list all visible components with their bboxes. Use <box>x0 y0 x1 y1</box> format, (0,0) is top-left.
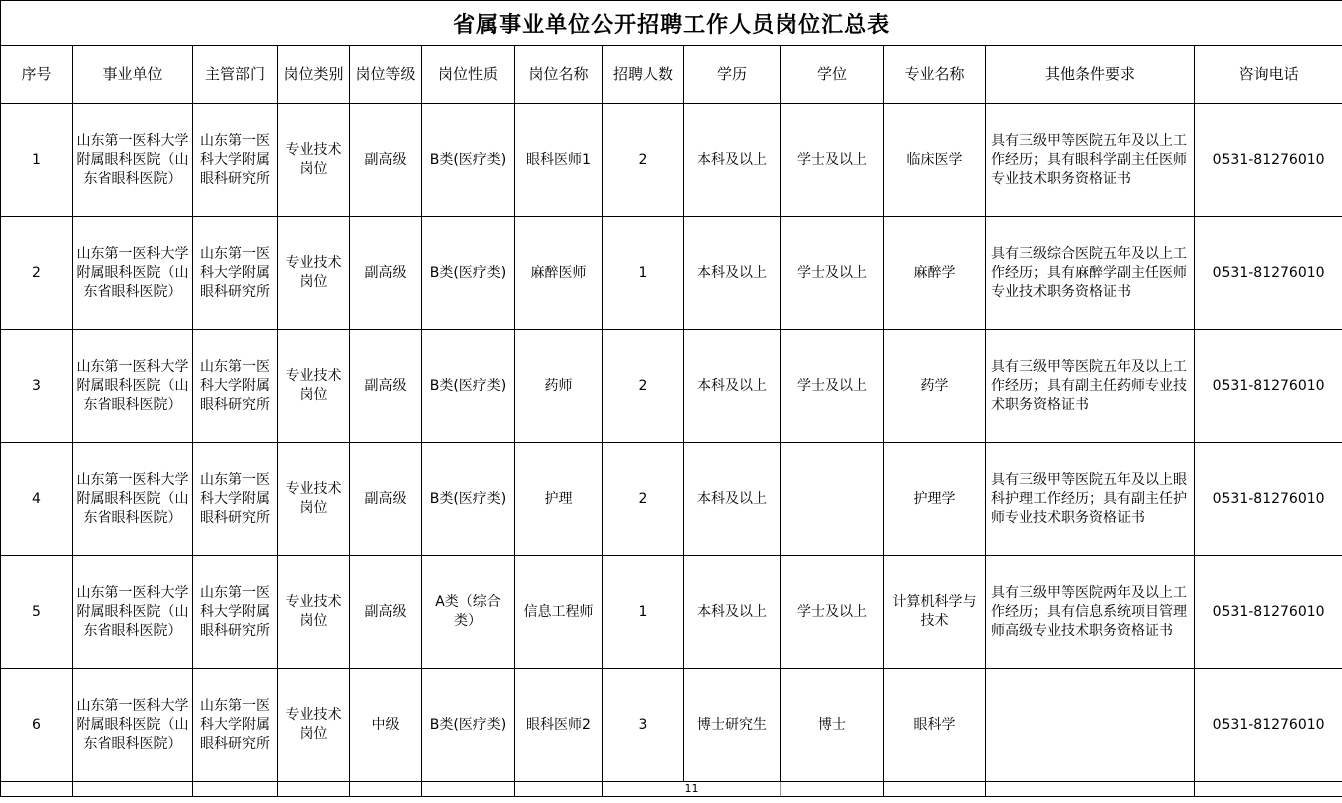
cell-seq: 4 <box>1 443 73 556</box>
cell-unit: 山东第一医科大学附属眼科医院（山东省眼科医院） <box>73 330 193 443</box>
table-row <box>1 669 1342 782</box>
cell-dept: 山东第一医科大学附属眼科研究所 <box>193 443 278 556</box>
table-title: 省属事业单位公开招聘工作人员岗位汇总表 <box>1 1 1342 46</box>
cell-level: 副高级 <box>350 330 422 443</box>
cell-dept: 山东第一医科大学附属眼科研究所 <box>193 217 278 330</box>
cell-name: 药师 <box>515 330 603 443</box>
header-dept: 主管部门 <box>193 46 278 104</box>
footer-cell <box>350 782 422 797</box>
cell-level: 副高级 <box>350 443 422 556</box>
header-major: 专业名称 <box>884 46 986 104</box>
cell-level: 副高级 <box>350 104 422 217</box>
cell-phone: 0531-81276010 <box>1195 443 1342 556</box>
cell-phone: 0531-81276010 <box>1195 556 1342 669</box>
cell-unit: 山东第一医科大学附属眼科医院（山东省眼科医院） <box>73 669 193 782</box>
header-unit: 事业单位 <box>73 46 193 104</box>
cell-other: 具有三级甲等医院五年及以上工作经历；具有副主任药师专业技术职务资格证书 <box>986 330 1195 443</box>
cell-degree: 学士及以上 <box>781 104 884 217</box>
header-other: 其他条件要求 <box>986 46 1195 104</box>
header-seq: 序号 <box>1 46 73 104</box>
cell-major: 临床医学 <box>884 104 986 217</box>
cell-phone: 0531-81276010 <box>1195 104 1342 217</box>
cell-unit: 山东第一医科大学附属眼科医院（山东省眼科医院） <box>73 556 193 669</box>
footer-cell <box>986 782 1195 797</box>
cell-degree: 学士及以上 <box>781 217 884 330</box>
cell-degree: 博士 <box>781 669 884 782</box>
cell-edu: 本科及以上 <box>684 443 781 556</box>
cell-major: 麻醉学 <box>884 217 986 330</box>
cell-name: 麻醉医师 <box>515 217 603 330</box>
footer-cell <box>1 782 73 797</box>
cell-seq: 5 <box>1 556 73 669</box>
cell-other: 具有三级甲等医院五年及以上工作经历；具有眼科学副主任医师专业技术职务资格证书 <box>986 104 1195 217</box>
header-phone: 咨询电话 <box>1195 46 1342 104</box>
footer-cell <box>1195 782 1342 797</box>
cell-other <box>986 669 1195 782</box>
cell-dept: 山东第一医科大学附属眼科研究所 <box>193 556 278 669</box>
cell-seq: 3 <box>1 330 73 443</box>
cell-nature: B类(医疗类) <box>422 443 515 556</box>
cell-edu: 博士研究生 <box>684 669 781 782</box>
cell-seq: 2 <box>1 217 73 330</box>
cell-degree: 学士及以上 <box>781 330 884 443</box>
cell-level: 副高级 <box>350 556 422 669</box>
cell-category: 专业技术岗位 <box>278 669 350 782</box>
cell-dept: 山东第一医科大学附属眼科研究所 <box>193 330 278 443</box>
cell-category: 专业技术岗位 <box>278 330 350 443</box>
cell-level: 副高级 <box>350 217 422 330</box>
cell-name: 眼科医师1 <box>515 104 603 217</box>
footer-cell <box>278 782 350 797</box>
cell-edu: 本科及以上 <box>684 556 781 669</box>
cell-phone: 0531-81276010 <box>1195 669 1342 782</box>
cell-other: 具有三级甲等医院两年及以上工作经历；具有信息系统项目管理师高级专业技术职务资格证书 <box>986 556 1195 669</box>
cell-name: 信息工程师 <box>515 556 603 669</box>
cell-nature: B类(医疗类) <box>422 217 515 330</box>
cell-unit: 山东第一医科大学附属眼科医院（山东省眼科医院） <box>73 217 193 330</box>
cell-other: 具有三级综合医院五年及以上工作经历；具有麻醉学副主任医师专业技术职务资格证书 <box>986 217 1195 330</box>
table-row <box>1 104 1342 217</box>
cell-level: 中级 <box>350 669 422 782</box>
cell-category: 专业技术岗位 <box>278 556 350 669</box>
table-row <box>1 217 1342 330</box>
cell-other: 具有三级甲等医院五年及以上眼科护理工作经历；具有副主任护师专业技术职务资格证书 <box>986 443 1195 556</box>
cell-edu: 本科及以上 <box>684 104 781 217</box>
footer-cell <box>884 782 986 797</box>
footer-cell <box>73 782 193 797</box>
cell-degree: 学士及以上 <box>781 556 884 669</box>
cell-count: 2 <box>603 330 684 443</box>
cell-count: 1 <box>603 556 684 669</box>
cell-phone: 0531-81276010 <box>1195 217 1342 330</box>
cell-seq: 6 <box>1 669 73 782</box>
cell-dept: 山东第一医科大学附属眼科研究所 <box>193 669 278 782</box>
cell-major: 药学 <box>884 330 986 443</box>
header-row <box>1 46 1342 104</box>
header-name: 岗位名称 <box>515 46 603 104</box>
cell-major: 眼科学 <box>884 669 986 782</box>
cell-nature: B类(医疗类) <box>422 330 515 443</box>
page-footer-row <box>1 782 1342 797</box>
table-row <box>1 330 1342 443</box>
cell-degree <box>781 443 884 556</box>
table-row <box>1 556 1342 669</box>
header-nature: 岗位性质 <box>422 46 515 104</box>
cell-count: 2 <box>603 443 684 556</box>
footer-cell <box>515 782 603 797</box>
cell-seq: 1 <box>1 104 73 217</box>
cell-edu: 本科及以上 <box>684 330 781 443</box>
cell-count: 1 <box>603 217 684 330</box>
cell-edu: 本科及以上 <box>684 217 781 330</box>
cell-name: 眼科医师2 <box>515 669 603 782</box>
cell-phone: 0531-81276010 <box>1195 330 1342 443</box>
cell-dept: 山东第一医科大学附属眼科研究所 <box>193 104 278 217</box>
cell-count: 3 <box>603 669 684 782</box>
cell-nature: B类(医疗类) <box>422 104 515 217</box>
footer-cell <box>422 782 515 797</box>
header-level: 岗位等级 <box>350 46 422 104</box>
cell-category: 专业技术岗位 <box>278 443 350 556</box>
cell-major: 计算机科学与技术 <box>884 556 986 669</box>
cell-category: 专业技术岗位 <box>278 217 350 330</box>
footer-cell <box>781 782 884 797</box>
header-edu: 学历 <box>684 46 781 104</box>
header-category: 岗位类别 <box>278 46 350 104</box>
cell-unit: 山东第一医科大学附属眼科医院（山东省眼科医院） <box>73 104 193 217</box>
cell-nature: B类(医疗类) <box>422 669 515 782</box>
footer-cell <box>193 782 278 797</box>
header-count: 招聘人数 <box>603 46 684 104</box>
cell-name: 护理 <box>515 443 603 556</box>
table-row <box>1 443 1342 556</box>
cell-count: 2 <box>603 104 684 217</box>
cell-category: 专业技术岗位 <box>278 104 350 217</box>
cell-nature: A类（综合类） <box>422 556 515 669</box>
cell-unit: 山东第一医科大学附属眼科医院（山东省眼科医院） <box>73 443 193 556</box>
header-degree: 学位 <box>781 46 884 104</box>
cell-major: 护理学 <box>884 443 986 556</box>
page-number: 11 <box>603 782 781 797</box>
